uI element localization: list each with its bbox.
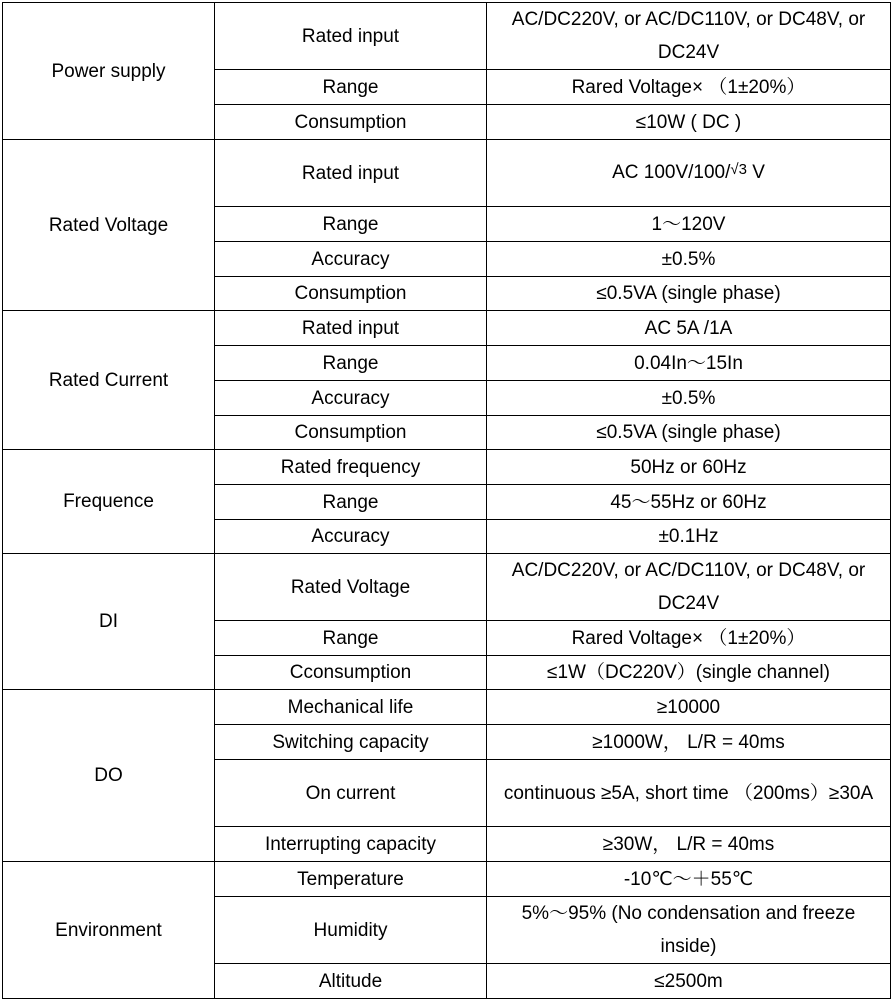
spec-table xyxy=(2,2,891,999)
param-cell: Accuracy xyxy=(215,520,487,554)
value-cell: AC/DC220V, or AC/DC110V, or DC48V, or DC24V xyxy=(487,3,891,70)
param-cell: Temperature xyxy=(215,862,487,897)
value-cell: Rared Voltage× （1±20%） xyxy=(487,70,891,105)
value-text: AC 100V/100/ xyxy=(612,162,731,183)
param-cell: Consumption xyxy=(215,105,487,140)
table-row xyxy=(3,311,891,346)
value-cell: ≥10000 xyxy=(487,690,891,725)
value-cell: ±0.5% xyxy=(487,381,891,416)
value-cell: 5%～95% (No condensation and freeze inside) xyxy=(487,897,891,964)
param-cell: Range xyxy=(215,346,487,381)
value-cell: ±0.1Hz xyxy=(487,520,891,554)
param-cell: Range xyxy=(215,70,487,105)
group-label-di: DI xyxy=(3,554,215,690)
value-cell: ≥30W， L/R = 40ms xyxy=(487,827,891,862)
sqrt-symbol: √3 xyxy=(730,161,747,178)
table-row xyxy=(3,3,891,70)
param-cell: Range xyxy=(215,207,487,242)
param-cell: On current xyxy=(215,760,487,827)
param-cell: Cconsumption xyxy=(215,656,487,690)
value-cell: ≥1000W， L/R = 40ms xyxy=(487,725,891,760)
param-cell: Consumption xyxy=(215,277,487,311)
table-row xyxy=(3,450,891,485)
table-row xyxy=(3,554,891,621)
value-cell: 1～120V xyxy=(487,207,891,242)
param-cell: Rated input xyxy=(215,140,487,207)
value-cell: ≤0.5VA (single phase) xyxy=(487,277,891,311)
param-cell: Mechanical life xyxy=(215,690,487,725)
value-cell: 45～55Hz or 60Hz xyxy=(487,485,891,520)
value-cell: AC/DC220V, or AC/DC110V, or DC48V, or DC24V xyxy=(487,554,891,621)
value-cell: 50Hz or 60Hz xyxy=(487,450,891,485)
table-row xyxy=(3,862,891,897)
param-cell: Rated frequency xyxy=(215,450,487,485)
value-cell: ≤10W ( DC ) xyxy=(487,105,891,140)
value-cell: ≤2500m xyxy=(487,964,891,999)
value-cell: AC 5A /1A xyxy=(487,311,891,346)
param-cell: Rated Voltage xyxy=(215,554,487,621)
param-cell: Range xyxy=(215,621,487,656)
param-cell: Rated input xyxy=(215,311,487,346)
group-label-rated-voltage: Rated Voltage xyxy=(3,140,215,311)
param-cell: Humidity xyxy=(215,897,487,964)
value-cell: -10℃～＋55℃ xyxy=(487,862,891,897)
group-label-environment: Environment xyxy=(3,862,215,999)
group-label-do: DO xyxy=(3,690,215,862)
value-cell: ≤1W（DC220V）(single channel) xyxy=(487,656,891,690)
param-cell: Consumption xyxy=(215,416,487,450)
value-cell: continuous ≥5A, short time （200ms）≥30A xyxy=(487,760,891,827)
param-cell: Accuracy xyxy=(215,242,487,277)
group-label-rated-current: Rated Current xyxy=(3,311,215,450)
param-cell: Rated input xyxy=(215,3,487,70)
table-row xyxy=(3,690,891,725)
value-cell xyxy=(487,140,891,207)
param-cell: Altitude xyxy=(215,964,487,999)
value-cell: ±0.5% xyxy=(487,242,891,277)
param-cell: Interrupting capacity xyxy=(215,827,487,862)
param-cell: Range xyxy=(215,485,487,520)
group-label-power-supply: Power supply xyxy=(3,3,215,140)
value-cell: 0.04In～15In xyxy=(487,346,891,381)
value-cell: ≤0.5VA (single phase) xyxy=(487,416,891,450)
group-label-frequence: Frequence xyxy=(3,450,215,554)
value-unit: V xyxy=(746,162,765,183)
table-row xyxy=(3,140,891,207)
param-cell: Accuracy xyxy=(215,381,487,416)
param-cell: Switching capacity xyxy=(215,725,487,760)
value-cell: Rared Voltage× （1±20%） xyxy=(487,621,891,656)
